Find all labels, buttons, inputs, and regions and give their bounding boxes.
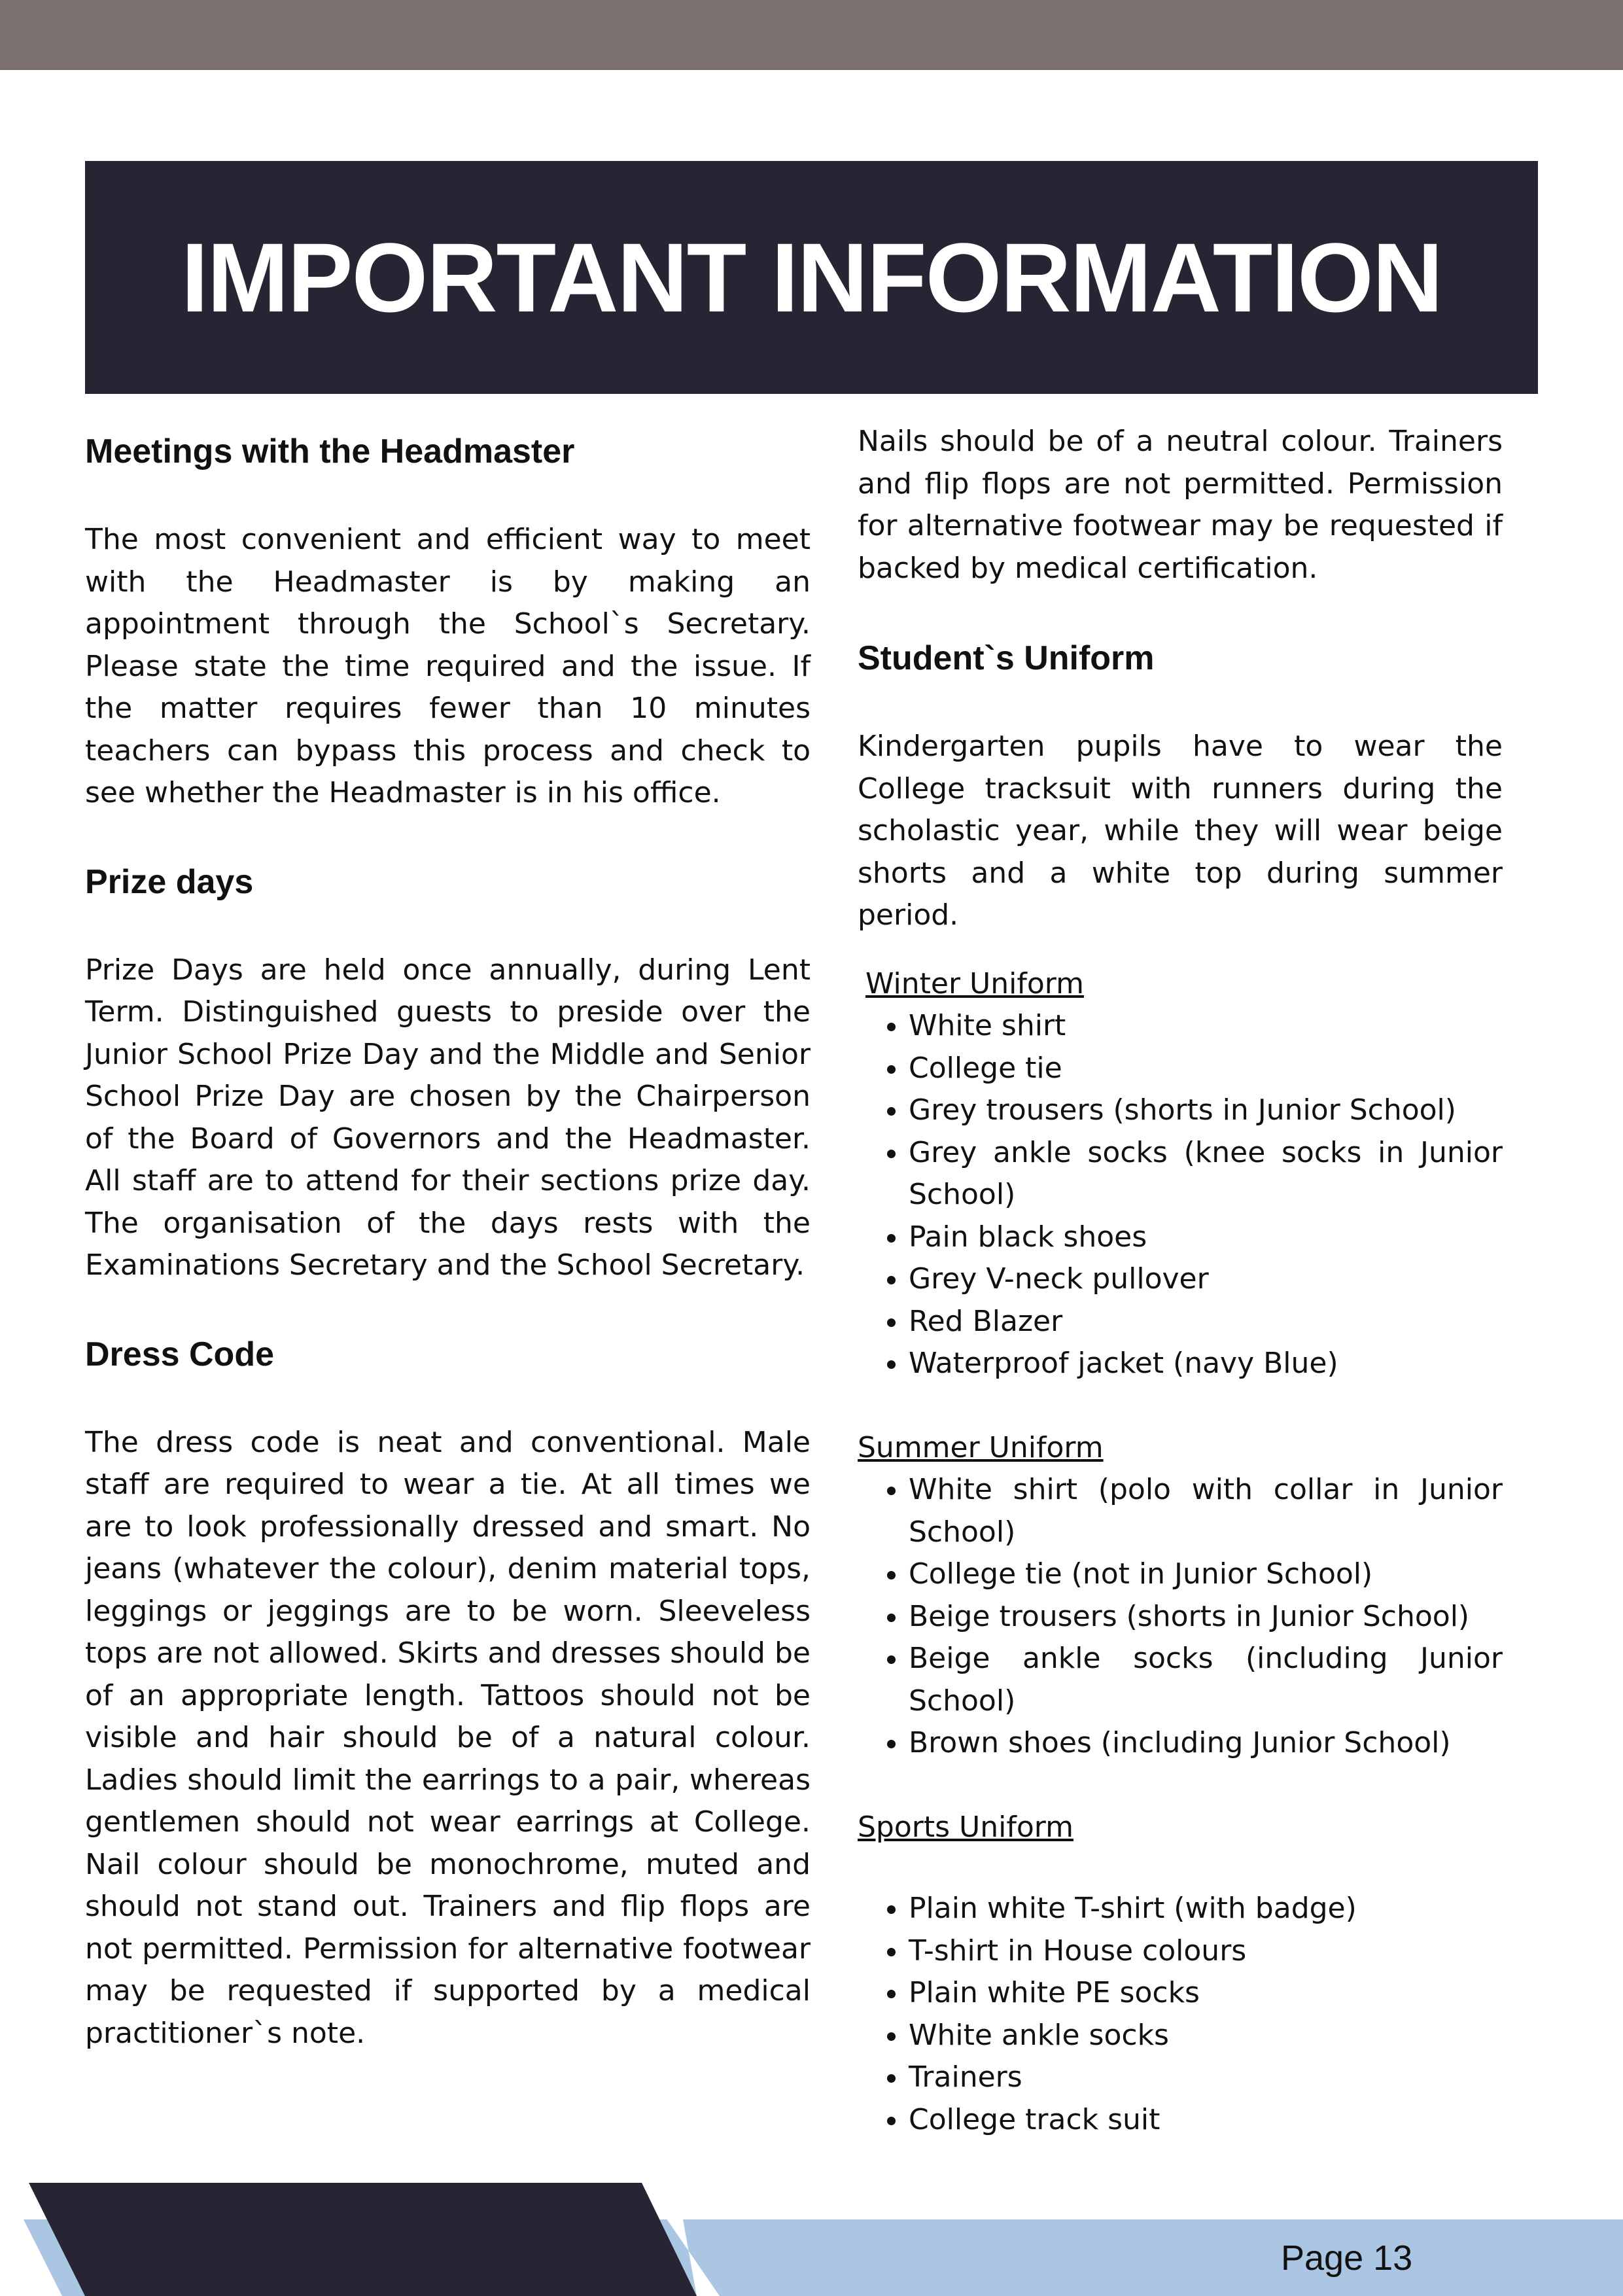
uniform-item: • Brown shoes (including Junior School) xyxy=(909,1722,1503,1765)
uniform-item: • Grey trousers (shorts in Junior School) xyxy=(909,1089,1503,1132)
uniform-body: Kindergarten pupils have to wear the College tracksuit with runners during the scholastic year, while they will wear beige shorts and a white top during summer period. xyxy=(858,730,1503,932)
uniform-item: • College tie (not in Junior School) xyxy=(909,1553,1503,1596)
uniform-heading: Student`s Uniform xyxy=(858,639,1155,677)
page-number: Page 13 xyxy=(1281,2238,1413,2278)
section-body: The most convenient and efficient way to meet with the Headmaster is by making an appointment through the School`s Secretary. Please state the time required and the issue. If the matter requires fewer than 10 minutes teachers can bypass this process and check to see whether the Headmaster is in his office. xyxy=(85,523,811,809)
uniform-item: • Beige ankle socks (including Junior School) xyxy=(909,1638,1503,1722)
right-column xyxy=(858,421,1503,2141)
uniform-item: • Plain white T-shirt (with badge) xyxy=(909,1888,1503,1930)
section-body: The dress code is neat and conventional. Male staff are required to wear a tie. At all times we are to look professionally dressed and smart. No jeans (whatever the colour), denim material tops, leggings or jeggings are to be worn. Sleeveless tops are not allowed. Skirts and dresses should be of an appropriate length. Tattoos should not be visible and hair should be of a natural colour. Ladies should limit the earrings to a pair, whereas gentlemen should not wear earrings at College. Nail colour should be monochrome, muted and should not stand out. Trainers and flip flops are not permitted. Permission for alternative footwear may be requested if supported by a medical practitioner`s note. xyxy=(85,1425,811,2050)
summer-uniform-label: Summer Uniform xyxy=(858,1430,1104,1464)
uniform-item: • Pain black shoes xyxy=(909,1216,1503,1259)
uniform-item: • White shirt xyxy=(909,1005,1503,1048)
uniform-item: • Grey ankle socks (knee socks in Junior School) xyxy=(909,1132,1503,1216)
uniform-item: • White ankle socks xyxy=(909,2015,1503,2057)
summer-uniform-list xyxy=(858,1469,1503,1765)
uniform-item: • White shirt (polo with collar in Junior School) xyxy=(909,1469,1503,1553)
sports-uniform-list xyxy=(858,1888,1503,2141)
uniform-item: • Beige trousers (shorts in Junior School) xyxy=(909,1596,1503,1638)
uniform-item: • T-shirt in House colours xyxy=(909,1930,1503,1973)
uniform-item: • Waterproof jacket (navy Blue) xyxy=(909,1343,1503,1385)
uniform-item: • College track suit xyxy=(909,2099,1503,2142)
left-column xyxy=(85,429,811,2055)
uniform-item: • Plain white PE socks xyxy=(909,1972,1503,2015)
uniform-item: • College tie xyxy=(909,1048,1503,1090)
footer-dark-shape xyxy=(29,2183,697,2296)
sports-uniform-label: Sports Uniform xyxy=(858,1810,1073,1844)
uniform-item: • Trainers xyxy=(909,2057,1503,2099)
page-title: IMPORTANT INFORMATION xyxy=(181,222,1442,332)
section-heading: Meetings with the Headmaster xyxy=(85,433,575,470)
winter-uniform-list xyxy=(858,1005,1503,1385)
section-heading: Dress Code xyxy=(85,1335,274,1373)
winter-uniform-label: Winter Uniform xyxy=(865,966,1084,1000)
title-banner xyxy=(85,161,1538,394)
section-heading: Prize days xyxy=(85,862,254,901)
uniform-item: • Red Blazer xyxy=(909,1301,1503,1343)
nails-paragraph: Nails should be of a neutral colour. Trainers and flip flops are not permitted. Permission for alternative footwear may be requested if backed by medical certification. xyxy=(858,425,1503,585)
top-bar xyxy=(0,0,1623,70)
uniform-item: • Grey V-neck pullover xyxy=(909,1258,1503,1301)
section-body: Prize Days are held once annually, during Lent Term. Distinguished guests to preside over the Junior School Prize Day and the Middle and Senior School Prize Day are chosen by the Chairperson of the Board of Governors and the Headmaster. All staff are to attend for their sections prize day. The organisation of the days rests with the Examinations Secretary and the School Secretary. xyxy=(85,953,811,1282)
